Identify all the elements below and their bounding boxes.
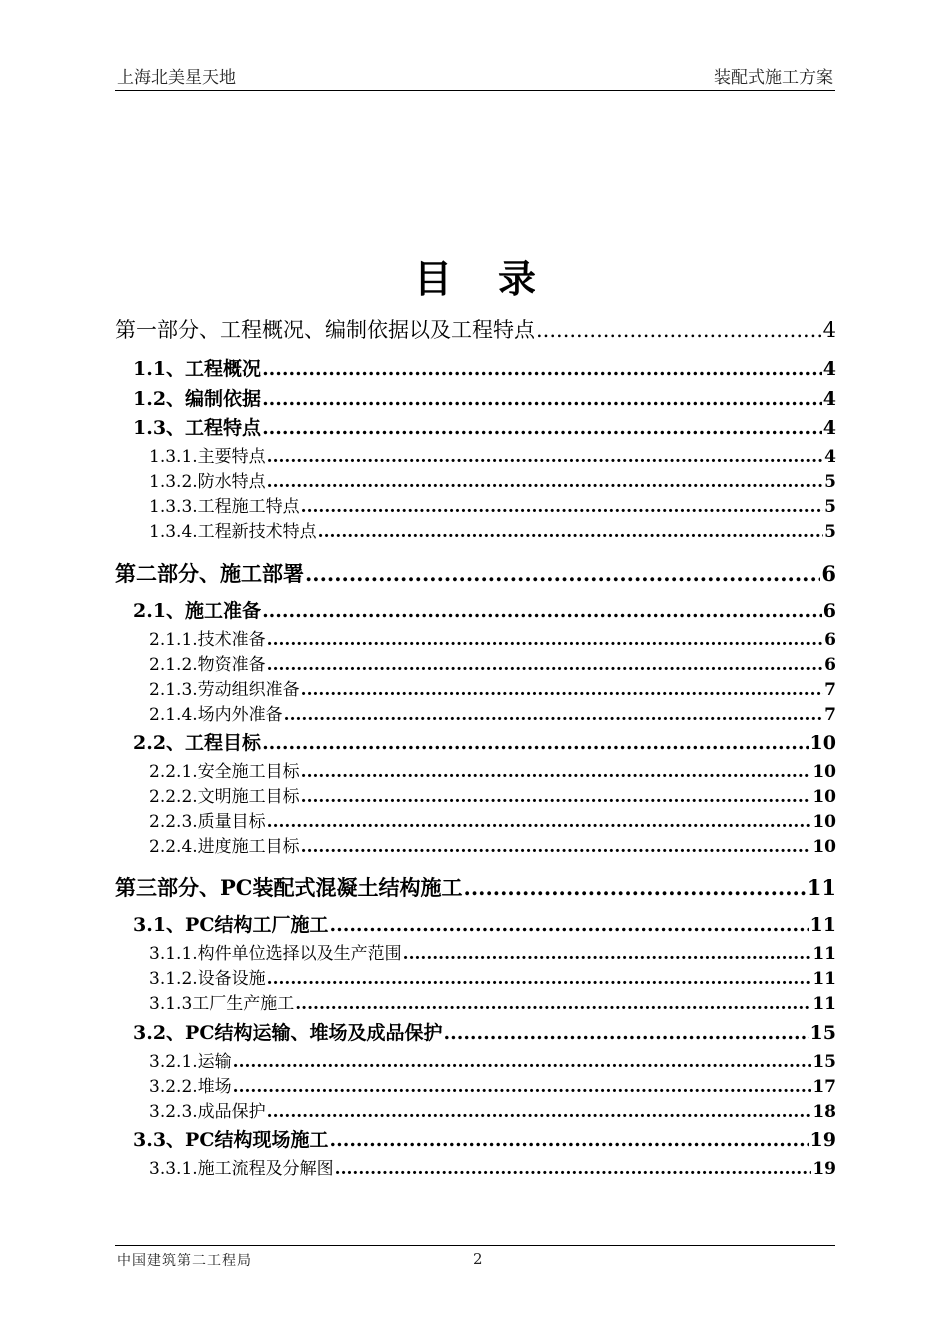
toc-entry-page: 4 [822, 388, 836, 410]
toc-entry-subsection[interactable] [115, 492, 836, 517]
toc-entry-subsection[interactable] [115, 1097, 836, 1122]
footer-organization: 中国建筑第二工程局 [117, 1253, 252, 1269]
toc-entry-section[interactable] [115, 354, 836, 381]
toc-entry-page: 4 [824, 447, 836, 467]
toc-entry-page: 7 [824, 680, 836, 700]
toc-entry-subsection[interactable] [115, 625, 836, 650]
toc-entry-page: 17 [812, 1077, 836, 1097]
toc-entry-page: 4 [822, 417, 836, 439]
toc-entry-title: 第一部分、工程概况、编制依据以及工程特点 [115, 318, 535, 342]
toc-entry-page: 7 [824, 705, 836, 725]
toc-dot-leader [329, 1129, 808, 1151]
toc-entry-page: 15 [809, 1022, 836, 1044]
toc-entry-title: 2.1.1.技术准备 [149, 630, 266, 650]
toc-dot-leader [267, 472, 823, 492]
toc-entry-page: 10 [812, 837, 836, 857]
toc-entry-part-2[interactable] [115, 558, 836, 588]
toc-entry-section[interactable] [115, 413, 836, 440]
toc-dot-leader [262, 388, 822, 410]
toc-dot-leader [267, 812, 812, 832]
toc-entry-title: 2.1.2.物资准备 [149, 655, 266, 675]
toc-entry-subsection[interactable] [115, 1154, 836, 1179]
toc-entry-title: 3.1、PC结构工厂施工 [133, 914, 329, 936]
toc-entry-title: 1.3.3.工程施工特点 [149, 497, 300, 517]
toc-entry-page: 6 [824, 655, 836, 675]
toc-entry-title: 1.1、工程概况 [133, 358, 262, 380]
toc-entry-section[interactable] [115, 384, 836, 411]
toc-dot-leader [262, 732, 808, 754]
toc-entry-section[interactable] [115, 596, 836, 623]
toc-entry-subsection[interactable] [115, 832, 836, 857]
toc-dot-leader [233, 1052, 812, 1072]
toc-dot-leader [267, 969, 812, 989]
toc-entry-page: 5 [824, 522, 836, 542]
toc-dot-leader [301, 497, 823, 517]
toc-entry-subsection[interactable] [115, 467, 836, 492]
toc-entry-page: 4 [822, 318, 836, 342]
toc-entry-part-1[interactable] [115, 314, 836, 344]
toc-entry-page: 10 [812, 787, 836, 807]
toc-entry-section[interactable] [115, 1125, 836, 1152]
toc-entry-page: 19 [812, 1159, 836, 1179]
toc-dot-leader [262, 600, 822, 622]
toc-entry-title: 3.3、PC结构现场施工 [133, 1129, 329, 1151]
toc-dot-leader [284, 705, 823, 725]
toc-dot-leader [536, 318, 822, 342]
toc-entry-subsection[interactable] [115, 1047, 836, 1072]
toc-entry-subsection[interactable] [115, 989, 836, 1014]
toc-entry-page: 10 [812, 812, 836, 832]
toc-entry-page: 19 [809, 1129, 836, 1151]
page-title: 目录 [413, 257, 582, 301]
toc-entry-subsection[interactable] [115, 517, 836, 542]
toc-entry-subsection[interactable] [115, 650, 836, 675]
toc-entry-title: 2.2、工程目标 [133, 732, 262, 754]
toc-entry-title: 第二部分、施工部署 [115, 561, 304, 586]
toc-entry-title: 3.2.1.运输 [149, 1052, 232, 1072]
toc-dot-leader [267, 1102, 812, 1122]
toc-entry-title: 1.3.1.主要特点 [149, 447, 266, 467]
toc-dot-leader [295, 994, 811, 1014]
toc-entry-subsection[interactable] [115, 757, 836, 782]
toc-entry-section[interactable] [115, 910, 836, 937]
toc-entry-title: 3.1.2.设备设施 [149, 969, 266, 989]
toc-entry-title: 2.1、施工准备 [133, 600, 262, 622]
page-footer [115, 1245, 835, 1272]
toc-entry-title: 2.2.4.进度施工目标 [149, 837, 300, 857]
toc-dot-leader [301, 762, 812, 782]
toc-dot-leader [267, 447, 823, 467]
toc-entry-title: 3.3.1.施工流程及分解图 [149, 1159, 334, 1179]
toc-entry-subsection[interactable] [115, 807, 836, 832]
toc-entry-part-3[interactable] [115, 872, 836, 902]
toc-entry-page: 11 [812, 944, 836, 964]
toc-entry-title: 2.1.4.场内外准备 [149, 705, 283, 725]
toc-entry-page: 5 [824, 472, 836, 492]
toc-entry-title: 2.2.3.质量目标 [149, 812, 266, 832]
toc-dot-leader [329, 914, 808, 936]
toc-dot-leader [301, 837, 812, 857]
toc-entry-subsection[interactable] [115, 782, 836, 807]
toc-entry-title: 1.3、工程特点 [133, 417, 262, 439]
toc-dot-leader [443, 1022, 808, 1044]
toc-entry-title: 3.2.3.成品保护 [149, 1102, 266, 1122]
toc-dot-leader [403, 944, 812, 964]
toc-dot-leader [233, 1077, 812, 1097]
toc-entry-title: 2.1.3.劳动组织准备 [149, 680, 300, 700]
toc-entry-page: 15 [812, 1052, 836, 1072]
toc-dot-leader [262, 358, 822, 380]
toc-entry-title: 2.2.2.文明施工目标 [149, 787, 300, 807]
toc-dot-leader [305, 561, 820, 586]
toc-entry-page: 18 [812, 1102, 836, 1122]
toc-entry-subsection[interactable] [115, 964, 836, 989]
header-document-name: 装配式施工方案 [714, 68, 833, 88]
toc-dot-leader [267, 630, 823, 650]
toc-entry-title: 3.2.2.堆场 [149, 1077, 232, 1097]
toc-entry-title: 2.2.1.安全施工目标 [149, 762, 300, 782]
toc-entry-page: 10 [809, 732, 836, 754]
toc-entry-page: 4 [822, 358, 836, 380]
toc-entry-subsection[interactable] [115, 700, 836, 725]
toc-entry-subsection[interactable] [115, 675, 836, 700]
toc-entry-page: 10 [812, 762, 836, 782]
toc-dot-leader [262, 417, 822, 439]
toc-entry-page: 11 [809, 914, 836, 936]
toc-entry-subsection[interactable] [115, 1072, 836, 1097]
toc-entry-title: 第三部分、PC装配式混凝土结构施工 [115, 875, 463, 900]
toc-dot-leader [318, 522, 823, 542]
page-header [115, 66, 835, 91]
footer-page-number: 2 [473, 1250, 483, 1268]
toc-entry-title: 3.1.1.构件单位选择以及生产范围 [149, 944, 402, 964]
toc-entry-page: 11 [812, 994, 836, 1014]
header-project-name: 上海北美星天地 [117, 68, 236, 88]
toc-entry-title: 3.2、PC结构运输、堆场及成品保护 [133, 1022, 443, 1044]
toc-entry-page: 11 [812, 969, 836, 989]
toc-entry-page: 6 [824, 630, 836, 650]
toc-entry-title: 3.1.3工厂生产施工 [149, 994, 295, 1014]
toc-entry-title: 1.3.2.防水特点 [149, 472, 266, 492]
toc-dot-leader [267, 655, 823, 675]
toc-dot-leader [335, 1159, 812, 1179]
toc-entry-subsection[interactable] [115, 939, 836, 964]
toc-entry-section[interactable] [115, 728, 836, 755]
toc-entry-title: 1.2、编制依据 [133, 388, 262, 410]
toc-entry-subsection[interactable] [115, 442, 836, 467]
toc-entry-title: 1.3.4.工程新技术特点 [149, 522, 317, 542]
toc-dot-leader [464, 875, 806, 900]
toc-entry-section[interactable] [115, 1018, 836, 1045]
toc-dot-leader [301, 680, 823, 700]
toc-entry-page: 11 [806, 875, 836, 900]
toc-entry-page: 6 [821, 561, 836, 586]
toc-entry-page: 6 [822, 600, 836, 622]
toc-entry-page: 5 [824, 497, 836, 517]
toc-dot-leader [301, 787, 812, 807]
